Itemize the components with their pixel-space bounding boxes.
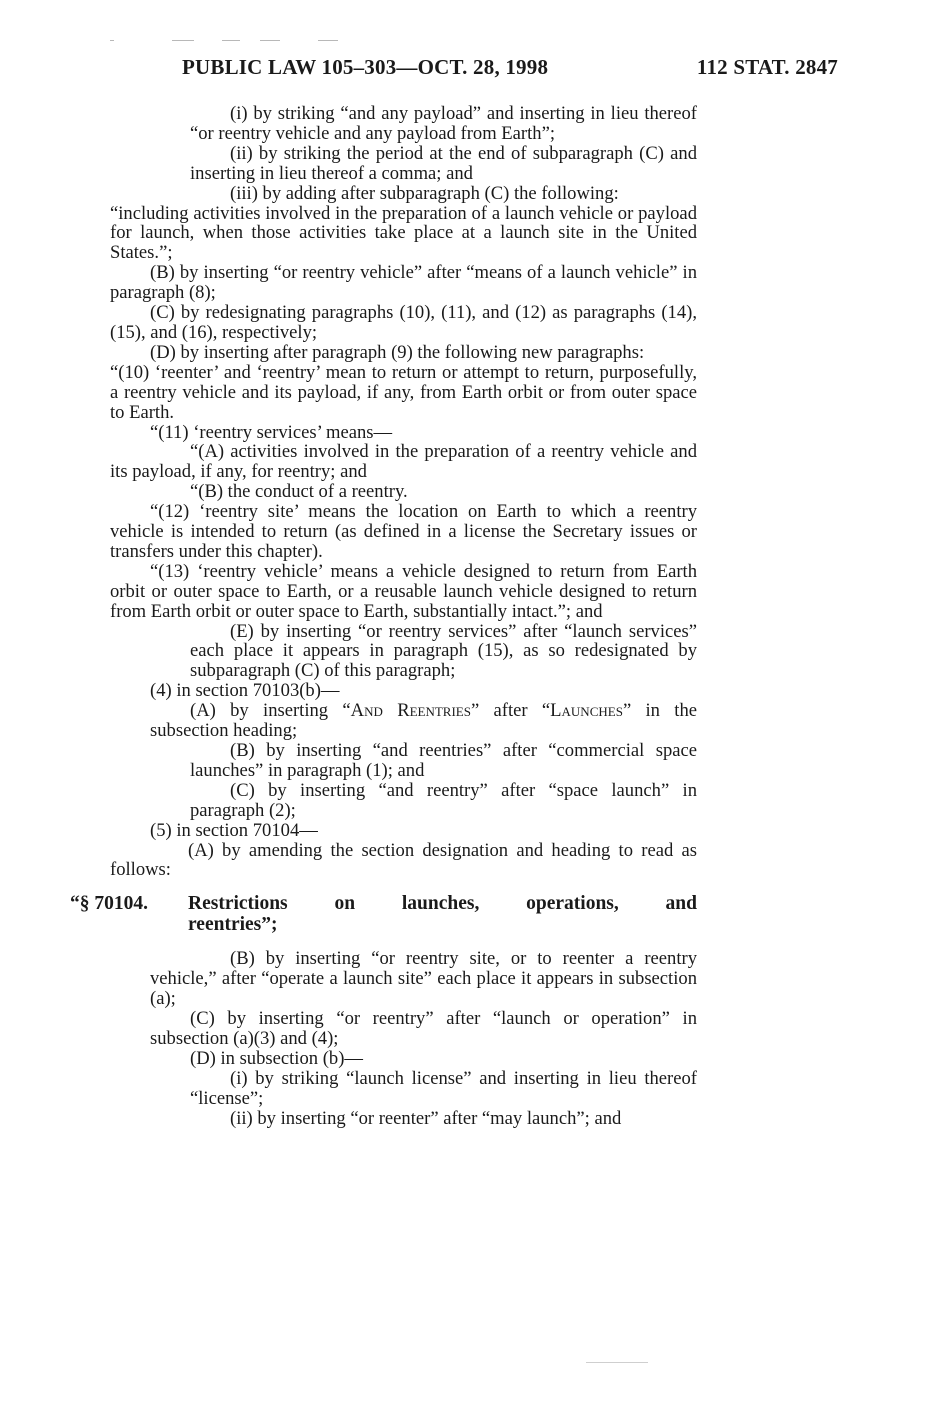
paragraph-5-a: (A) by amending the section designation and heading to read as follows: [110,839,697,881]
paragraph-4-a [150,701,697,741]
quoted-text: “including activities involved in the preparation of a launch vehicle or payload for launch, when those activities take place at a launch site in the United States.”; [110,202,697,264]
clause-i: (i) by striking “and any payload” and inserting in lieu thereof “or reentry vehicle and any payload from Earth”; [190,103,697,144]
page-header [182,55,838,85]
scan-artifact [110,40,340,44]
definition-13: “(13) ‘reentry vehicle’ means a vehicle designed to return from Earth orbit or outer space to Earth, or a reusable launch vehicle designed to return from Earth orbit or outer space to Earth, substantially intact.”; and [110,560,697,622]
paragraph-5-b [150,949,697,1009]
scan-artifact-bottom [586,1362,648,1363]
subparagraph-b: (B) by inserting “or reentry vehicle” after “means of a launch vehicle” in paragraph (8); [110,262,697,304]
document-body [70,103,697,1129]
header-law-citation: PUBLIC LAW 105–303—OCT. 28, 1998 [182,55,549,79]
definition-12: “(12) ‘reentry site’ means the location on Earth to which a reentry vehicle is intended to return (as defined in a license the Secretary issues or transfers under this chapter). [110,501,697,562]
clause-ii: (ii) by striking the period at the end of subparagraph (C) and inserting in lieu thereof a comma; and [190,142,697,184]
paragraph-4-b: (B) by inserting “and reentries” after “commercial space launches” in paragraph (1); and [190,740,697,781]
paragraph-5: (5) in section 70104— [150,819,318,841]
section-title [188,894,697,935]
paragraph-5-c: (C) by inserting “or reentry” after “launch or operation” in subsection (a)(3) and (4); [150,1008,697,1049]
paragraph-5-b-text: (B) by inserting “or reentry site, or to reenter a reentry vehicle,” after “operate a launch site” each place it appears in subsection (a); [150,948,697,1010]
header-statute-page: 112 STAT. 2847 [696,55,838,79]
definition-11-b: “(B) the conduct of a reentry. [190,481,408,503]
paragraph-4-c: (C) by inserting “and reentry” after “space launch” in paragraph (2); [190,779,697,821]
paragraph-4-a-text: (A) by inserting “And Reentries” after “Launches” in the subsection heading; [150,700,697,742]
subparagraph-d: (D) by inserting after paragraph (9) the following new paragraphs: [150,341,645,363]
paragraph-5-d: (D) in subsection (b)— [190,1047,363,1069]
definition-11: “(11) ‘reentry services’ means— [150,421,393,443]
definition-11-a: “(A) activities involved in the preparation of a reentry vehicle and its payload, if any, for reentry; and [110,441,697,483]
section-title-line2: reentries”; [188,913,278,935]
clause-d-i: (i) by striking “launch license” and inserting in lieu thereof “license”; [190,1067,697,1109]
definition-10: “(10) ‘reenter’ and ‘reentry’ mean to return or attempt to return, purposefully, a reentry vehicle and its payload, if any, from Earth orbit or from outer space to Earth. [110,361,697,423]
section-number: “§ 70104. [70,893,148,915]
subparagraph-c: (C) by redesignating paragraphs (10), (11), and (12) as paragraphs (14), (15), and (16), respectively; [110,302,697,343]
subparagraph-e: (E) by inserting “or reentry services” after “launch services” each place it appears in paragraph (15), as so redesignated by subparagraph (C) of this paragraph; [190,620,697,682]
section-heading [70,894,697,935]
paragraph-4: (4) in section 70103(b)— [150,680,340,702]
clause-iii: (iii) by adding after subparagraph (C) the following: [230,182,619,204]
section-title-line1: Restrictions on launches, operations, and [188,893,697,915]
clause-d-ii: (ii) by inserting “or reenter” after “may launch”; and [230,1107,622,1129]
